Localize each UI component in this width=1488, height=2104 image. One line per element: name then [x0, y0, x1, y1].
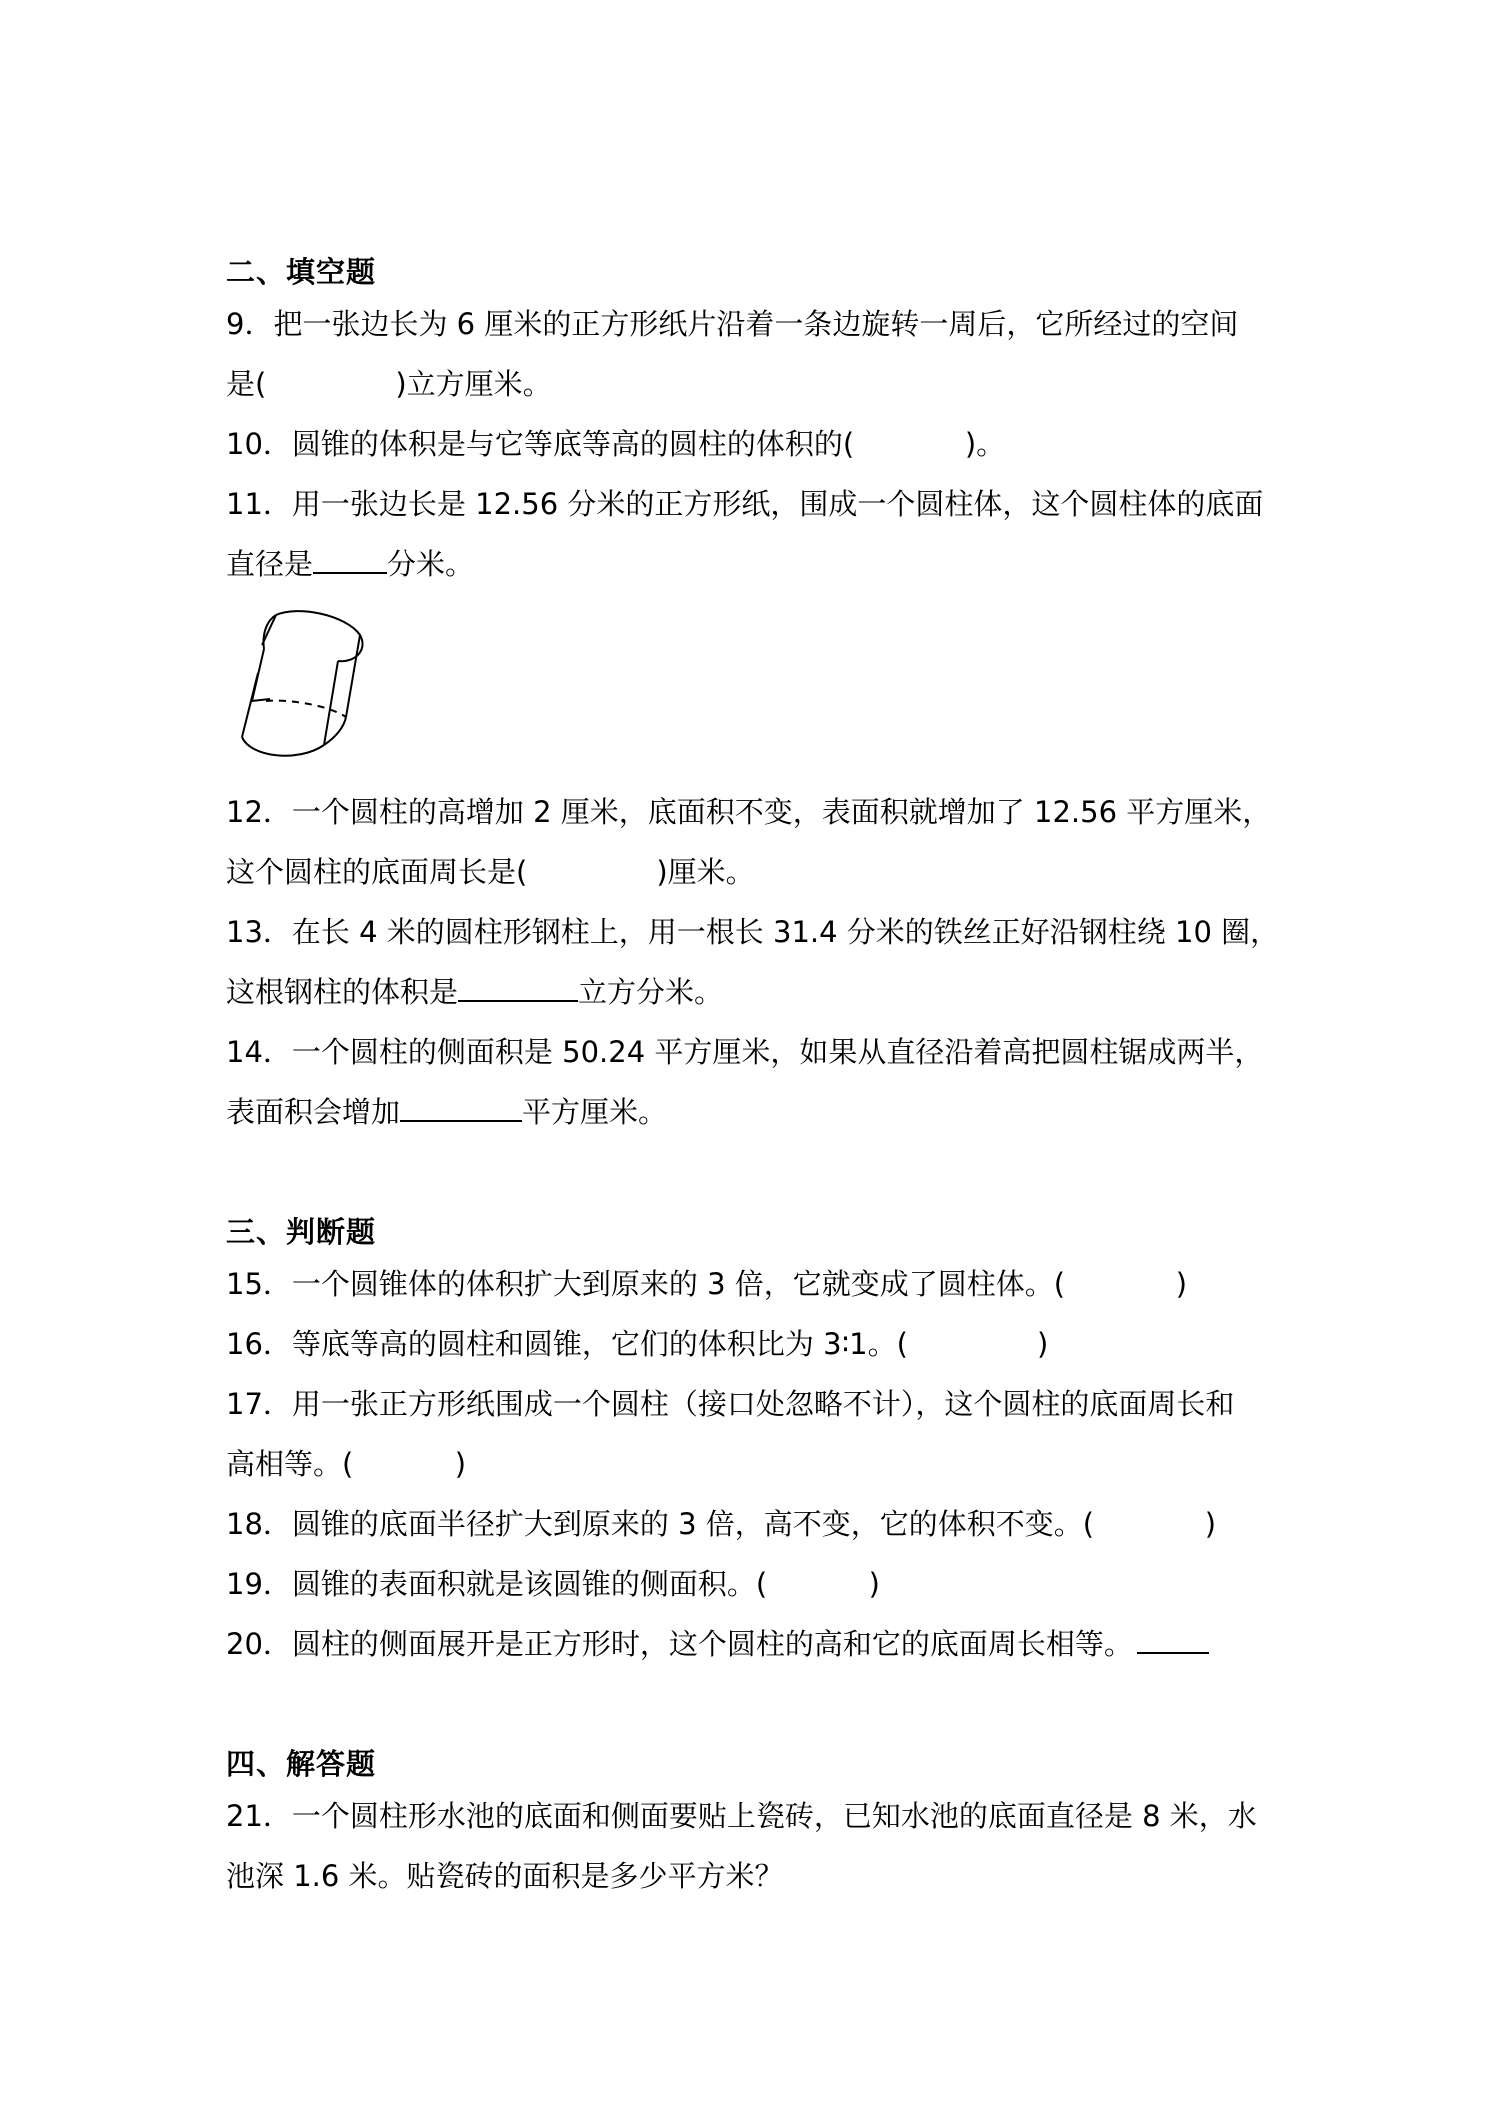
question-12-line-2: 这个圆柱的底面周长是( )厘米。 [226, 855, 755, 889]
section-heading-fill-in: 二、填空题 [226, 255, 377, 289]
question-11-line-1: 11．用一张边长是 12.56 分米的正方形纸，围成一个圆柱体，这个圆柱体的底面 [226, 487, 1264, 521]
question-11-text-a: 直径是 [226, 547, 314, 581]
question-10: 10．圆锥的体积是与它等底等高的圆柱的体积的( )。 [226, 427, 1006, 461]
rolled-paper-cylinder-figure [228, 605, 368, 765]
question-15: 15．一个圆锥体的体积扩大到原来的 3 倍，它就变成了圆柱体。( ) [226, 1267, 1188, 1301]
question-13-text-a: 这根钢柱的体积是 [226, 975, 459, 1009]
question-12-line-1: 12．一个圆柱的高增加 2 厘米，底面积不变，表面积就增加了 12.56 平方厘米， [226, 795, 1272, 829]
question-14-text-a: 表面积会增加 [226, 1095, 401, 1129]
question-21-line-2: 池深 1.6 米。贴瓷砖的面积是多少平方米？ [226, 1859, 784, 1893]
question-13-line-1: 13．在长 4 米的圆柱形钢柱上，用一根长 31.4 分米的铁丝正好沿钢柱绕 10 圈， [226, 915, 1280, 949]
question-9-line-1: 9．把一张边长为 6 厘米的正方形纸片沿着一条边旋转一周后，它所经过的空间 [226, 307, 1239, 341]
question-17-line-2: 高相等。( ) [226, 1447, 467, 1481]
answer-blank[interactable] [1137, 1626, 1209, 1654]
question-20 [226, 1626, 1209, 1662]
question-11-line-2 [226, 546, 474, 582]
question-11-text-b: 分米。 [387, 547, 475, 581]
question-16: 16．等底等高的圆柱和圆锥，它们的体积比为 3∶1。( ) [226, 1327, 1049, 1361]
section-heading-true-false: 三、判断题 [226, 1215, 377, 1249]
answer-blank[interactable] [400, 1094, 522, 1122]
question-14-line-1: 14．一个圆柱的侧面积是 50.24 平方厘米，如果从直径沿着高把圆柱锯成两半， [226, 1035, 1264, 1069]
answer-blank[interactable] [313, 546, 387, 574]
question-18: 18．圆锥的底面半径扩大到原来的 3 倍，高不变，它的体积不变。( ) [226, 1507, 1217, 1541]
question-14-text-b: 平方厘米。 [522, 1095, 668, 1129]
question-13-line-2 [226, 974, 723, 1010]
question-20-text: 20．圆柱的侧面展开是正方形时，这个圆柱的高和它的底面周长相等。 [226, 1627, 1133, 1661]
question-14-line-2 [226, 1094, 667, 1130]
question-13-text-b: 立方分米。 [578, 975, 724, 1009]
section-heading-solve: 四、解答题 [226, 1747, 377, 1781]
question-19: 19．圆锥的表面积就是该圆锥的侧面积。( ) [226, 1567, 880, 1601]
question-17-line-1: 17．用一张正方形纸围成一个圆柱（接口处忽略不计），这个圆柱的底面周长和 [226, 1387, 1235, 1421]
question-9-line-2: 是( )立方厘米。 [226, 367, 552, 401]
question-21-line-1: 21．一个圆柱形水池的底面和侧面要贴上瓷砖，已知水池的底面直径是 8 米，水 [226, 1799, 1257, 1833]
answer-blank[interactable] [458, 974, 578, 1002]
